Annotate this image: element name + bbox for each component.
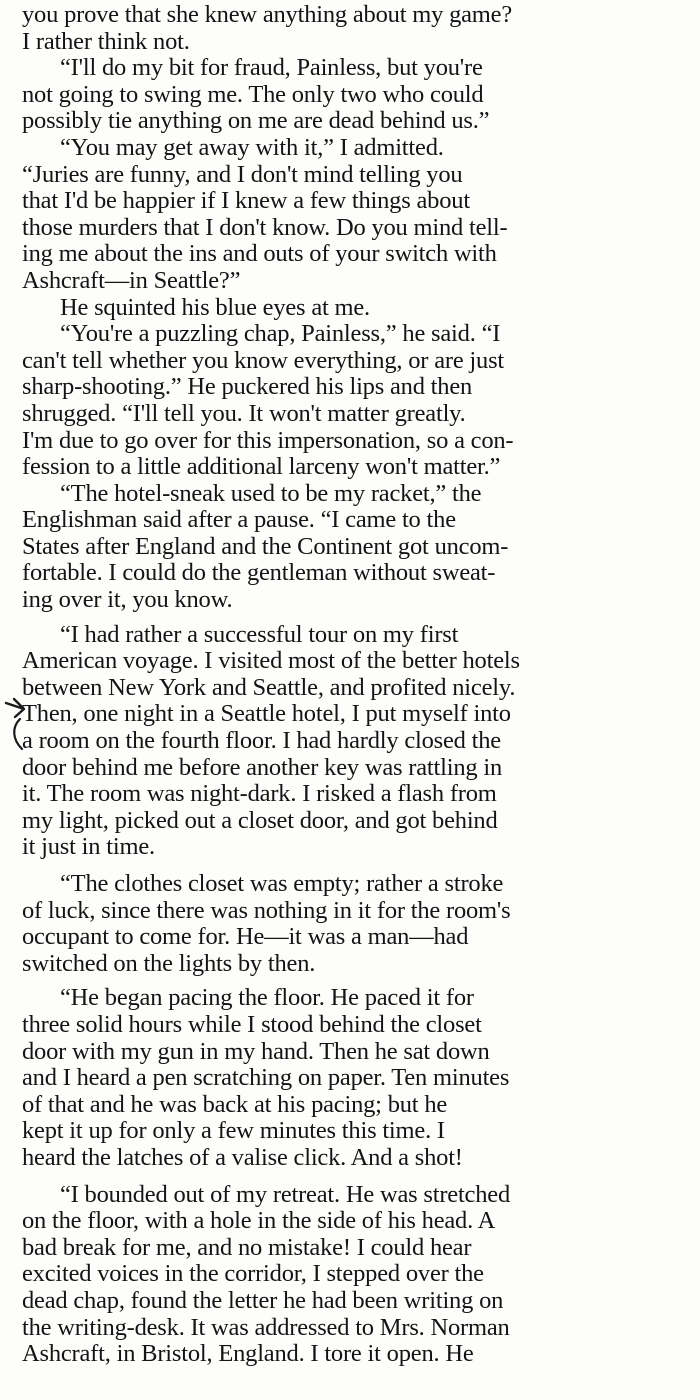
- paragraph-spacer: [22, 977, 686, 985]
- text-line: dead chap, found the letter he had been writing on: [22, 1287, 504, 1314]
- text-line: Ashcraft—in Seattle?”: [22, 267, 241, 294]
- paragraph-1: [22, 2, 686, 55]
- paragraph-2: [22, 55, 686, 135]
- text-line: a room on the fourth floor. I had hardly closed the: [22, 728, 501, 755]
- paragraph-spacer: [22, 614, 686, 622]
- text-line: my light, picked out a closet door, and got behind: [22, 807, 498, 834]
- text-line: occupant to come for. He—it was a man—had: [22, 924, 469, 951]
- paragraph-6: [22, 481, 686, 614]
- paragraph-spacer: [22, 861, 686, 871]
- text-line: switched on the lights by then.: [22, 950, 316, 977]
- text-line: possibly tie anything on me are dead behind us.”: [22, 108, 490, 135]
- text-line: “Juries are funny, and I don't mind telling you: [22, 161, 463, 188]
- text-line: bad break for me, and no mistake! I could hear: [22, 1234, 472, 1261]
- text-line: door with my gun in my hand. Then he sat down: [22, 1038, 490, 1065]
- text-line: those murders that I don't know. Do you mind tell-: [22, 214, 508, 241]
- text-line: American voyage. I visited most of the better hotels: [22, 648, 520, 675]
- paragraph-7: [22, 622, 686, 861]
- text-line: “The hotel-sneak used to be my racket,” the: [60, 480, 482, 507]
- text-line: of luck, since there was nothing in it for the room's: [22, 897, 511, 924]
- paragraph-3: [22, 135, 686, 295]
- text-line: shrugged. “I'll tell you. It won't matter greatly.: [22, 400, 466, 427]
- text-line: sharp-shooting.” He puckered his lips and then: [22, 374, 473, 401]
- paragraph-5: [22, 321, 686, 481]
- text-line: on the floor, with a hole in the side of his head. A: [22, 1208, 496, 1235]
- text-line: fortable. I could do the gentleman without sweat-: [22, 560, 496, 587]
- text-line: excited voices in the corridor, I stepped over the: [22, 1261, 484, 1288]
- text-line: States after England and the Continent got uncom-: [22, 533, 509, 560]
- text-line: Then, one night in a Seattle hotel, I put myself into: [22, 701, 511, 728]
- text-line: “You may get away with it,” I admitted.: [60, 134, 444, 161]
- text-line: He squinted his blue eyes at me.: [60, 294, 370, 321]
- text-line: I'm due to go over for this impersonation, so a con-: [22, 427, 514, 454]
- text-line: “He began pacing the floor. He paced it for: [60, 985, 474, 1012]
- text-line: “I had rather a successful tour on my first: [60, 621, 459, 648]
- text-line: fession to a little additional larceny won't matter.”: [22, 454, 501, 481]
- text-line: Englishman said after a pause. “I came to the: [22, 507, 456, 534]
- text-line: “I bounded out of my retreat. He was stretched: [60, 1181, 511, 1208]
- paragraph-spacer: [22, 1172, 686, 1182]
- text-line: that I'd be happier if I knew a few things about: [22, 188, 470, 215]
- text-line: and I heard a pen scratching on paper. Ten minutes: [22, 1065, 510, 1092]
- text-line: door behind me before another key was rattling in: [22, 754, 503, 781]
- text-line: not going to swing me. The only two who could: [22, 81, 484, 108]
- text-line: ing me about the ins and outs of your switch with: [22, 241, 497, 268]
- text-line: you prove that she knew anything about my game?: [22, 2, 513, 28]
- text-line: “I'll do my bit for fraud, Painless, but you're: [60, 55, 483, 82]
- text-line: “The clothes closet was empty; rather a stroke: [60, 871, 504, 897]
- paragraph-10: [22, 1182, 686, 1368]
- text-line: the writing-desk. It was addressed to Mrs. Norman: [22, 1314, 510, 1341]
- text-line: Ashcraft, in Bristol, England. I tore it open. He: [22, 1341, 474, 1368]
- text-line: three solid hours while I stood behind the closet: [22, 1011, 482, 1038]
- text-line: can't tell whether you know everything, or are just: [22, 347, 505, 374]
- text-line: I rather think not.: [22, 28, 190, 55]
- text-line: kept it up for only a few minutes this time. I: [22, 1118, 445, 1145]
- paragraph-4: [22, 295, 686, 322]
- text-column: [22, 2, 686, 1368]
- paragraph-8: [22, 871, 686, 977]
- margin-arrow-mark-icon: [4, 695, 30, 755]
- paragraph-9: [22, 985, 686, 1171]
- text-line: ing over it, you know.: [22, 587, 233, 614]
- text-line: of that and he was back at his pacing; but he: [22, 1091, 448, 1118]
- text-line: it just in time.: [22, 834, 155, 861]
- text-line: between New York and Seattle, and profited nicely.: [22, 674, 516, 701]
- text-line: heard the latches of a valise click. And a shot!: [22, 1144, 463, 1171]
- text-line: “You're a puzzling chap, Painless,” he said. “I: [60, 321, 501, 348]
- text-line: it. The room was night-dark. I risked a flash from: [22, 781, 497, 808]
